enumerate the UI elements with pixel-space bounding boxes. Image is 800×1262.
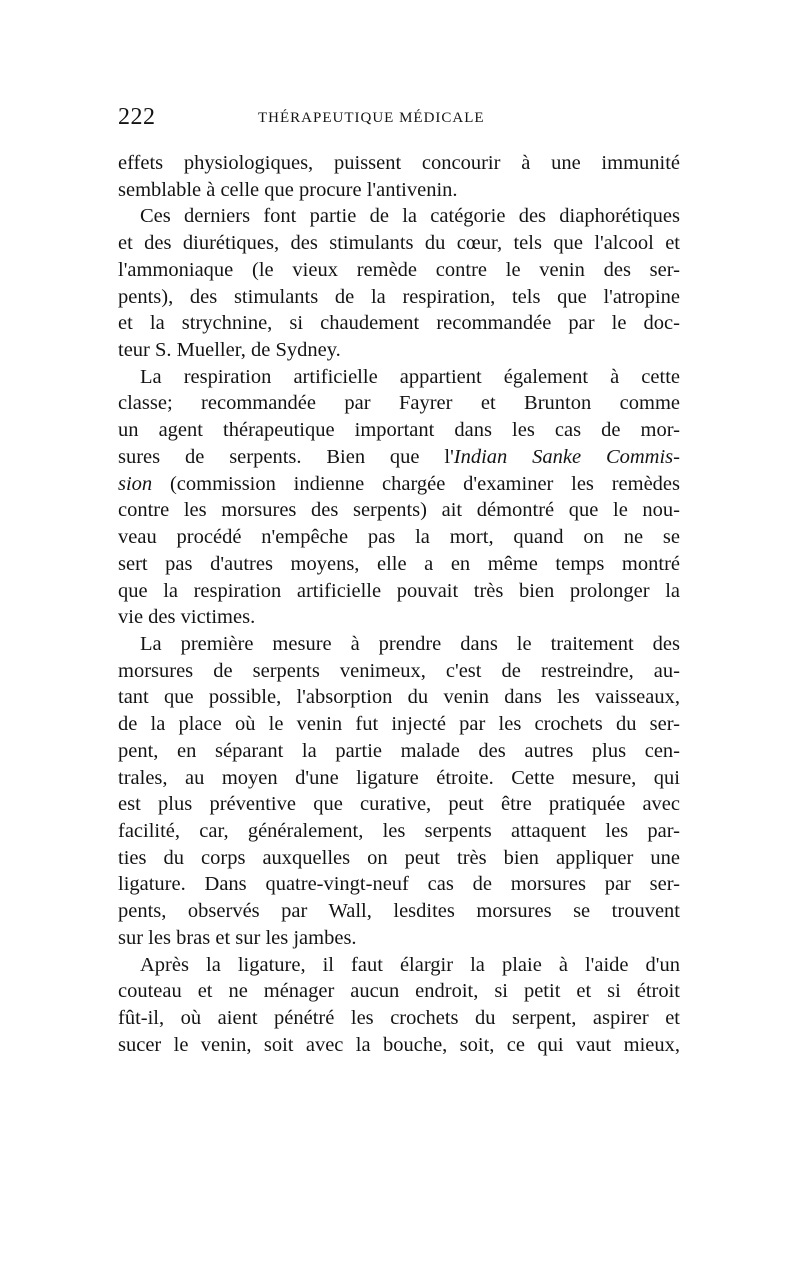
text-line [118, 658, 680, 685]
text-line [118, 1032, 680, 1059]
paragraph-first-line [118, 364, 680, 391]
text-segment: sur les bras et sur les jambes. [118, 926, 357, 949]
text-segment: sucer le venin, soit avec la bouche, soit, ce qui vaut mieux, [118, 1033, 680, 1056]
text-segment: pent, en séparant la partie malade des autres plus cen- [118, 739, 680, 762]
text-line [118, 925, 680, 952]
text-segment: La première mesure à prendre dans le traitement des [140, 632, 680, 655]
text-line [118, 578, 680, 605]
text-segment: fût-il, où aient pénétré les crochets du serpent, aspirer et [118, 1007, 680, 1029]
text-segment: et des diurétiques, des stimulants du cœur, tels que l'alcool et [118, 232, 680, 255]
text-segment: veau procédé n'empêche pas la mort, quand on ne se [118, 526, 680, 549]
text-line [118, 684, 680, 711]
text-line [118, 177, 680, 204]
text-segment: ligature. Dans quatre-vingt-neuf cas de morsures par ser- [118, 873, 680, 896]
text-line [118, 497, 680, 524]
text-segment: que la respiration artificielle pouvait très bien prolonger la [118, 579, 680, 602]
text-line [118, 230, 680, 257]
italic-text: Indian Sanke Commis- [453, 445, 680, 468]
text-segment: pents, observés par Wall, lesdites morsures se trouvent [118, 900, 680, 923]
page-number: 222 [118, 104, 156, 130]
text-line [118, 818, 680, 845]
body-text [118, 150, 680, 1058]
text-line [118, 257, 680, 284]
text-line [118, 711, 680, 738]
text-line [118, 284, 680, 311]
text-line [118, 978, 680, 1005]
text-line [118, 765, 680, 792]
text-segment: facilité, car, généralement, les serpents attaquent les par- [118, 819, 680, 842]
text-segment: sures de serpents. Bien que l' [118, 445, 454, 468]
text-segment: semblable à celle que procure l'antivenin. [118, 178, 458, 201]
text-segment: vie des victimes. [118, 606, 256, 629]
text-line [118, 524, 680, 551]
paragraph-first-line [118, 203, 680, 230]
text-line [118, 337, 680, 364]
text-line [118, 390, 680, 417]
text-segment: tant que possible, l'absorption du venin dans les vaisseaux, [118, 686, 680, 709]
text-line [118, 310, 680, 337]
text-line [118, 791, 680, 818]
text-segment: sert pas d'autres moyens, elle a en même temps montré [118, 552, 680, 575]
text-line [118, 845, 680, 872]
text-segment: pents), des stimulants de la respiration, tels que l'atropine [118, 285, 680, 308]
text-segment: effets physiologiques, puissent concourir à une immunité [118, 152, 680, 174]
italic-text: sion [118, 472, 153, 495]
text-line [118, 444, 680, 471]
running-title: THÉRAPEUTIQUE MÉDICALE [258, 110, 485, 126]
text-segment: teur S. Mueller, de Sydney. [118, 339, 341, 362]
text-segment: et la strychnine, si chaudement recommandée par le doc- [118, 312, 680, 335]
text-segment: l'ammoniaque (le vieux remède contre le venin des ser- [118, 258, 680, 281]
text-segment: contre les morsures des serpents) ait démontré que le nou- [118, 499, 680, 522]
text-segment: morsures de serpents venimeux, c'est de restreindre, au- [118, 659, 680, 682]
text-segment: Ces derniers font partie de la catégorie des diaphorétiques [140, 205, 680, 228]
text-segment: ties du corps auxquelles on peut très bien appliquer une [118, 846, 680, 869]
text-segment: de la place où le venin fut injecté par les crochets du ser- [118, 713, 680, 736]
text-line [118, 417, 680, 444]
text-line [118, 471, 680, 498]
text-segment: un agent thérapeutique important dans les cas de mor- [118, 419, 680, 442]
text-line [118, 898, 680, 925]
text-line [118, 150, 680, 177]
text-segment: couteau et ne ménager aucun endroit, si petit et si étroit [118, 980, 680, 1003]
text-segment: classe; recommandée par Fayrer et Brunton comme [118, 392, 680, 415]
text-segment: trales, au moyen d'une ligature étroite. Cette mesure, qui [118, 766, 680, 789]
text-segment: La respiration artificielle appartient également à cette [140, 365, 680, 388]
text-line [118, 871, 680, 898]
text-line [118, 738, 680, 765]
page-header [118, 104, 680, 134]
text-line [118, 1005, 680, 1032]
text-segment: (commission indienne chargée d'examiner les remèdes [152, 472, 680, 495]
text-line [118, 604, 680, 631]
text-segment: est plus préventive que curative, peut être pratiquée avec [118, 793, 680, 816]
paragraph-first-line [118, 952, 680, 979]
text-segment: Après la ligature, il faut élargir la plaie à l'aide d'un [140, 953, 680, 976]
paragraph-first-line [118, 631, 680, 658]
text-line [118, 551, 680, 578]
